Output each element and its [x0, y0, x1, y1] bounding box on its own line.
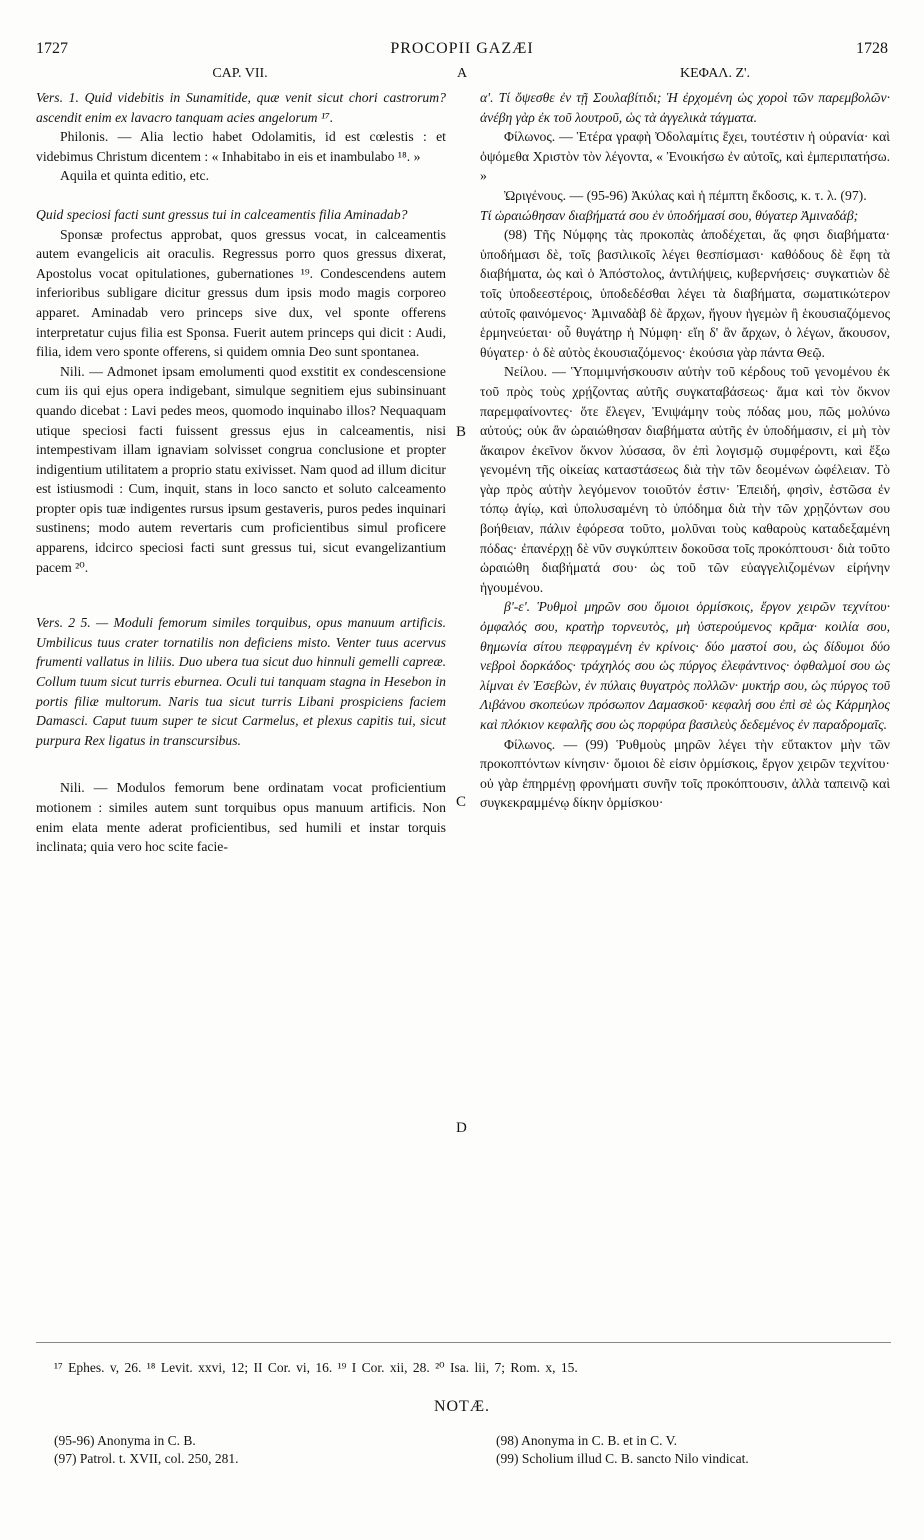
- page-number-left: 1727: [36, 40, 68, 57]
- philonos-greek: Φίλωνος. — Ἑτέρα γραφὴ Ὀδολαμίτις ἔχει, τουτέστιν ἡ οὐρανία· καὶ ὀψόμεθα Χριστὸν τὸν λέγοντα, « Ἐνοικήσω ἐν αὐτοῖς, καὶ ἐμπεριπατήσω. »: [480, 129, 890, 184]
- chapter-heading-greek: ΚΕΦΑΛ. Ζ'.: [679, 66, 751, 81]
- verse-2-5-latin: Vers. 2 5. — Moduli femorum similes torquibus, opus manuum artificis. Umbilicus tuus crater tornatilis non deficiens misto. Venter tuus acervus frumenti vallatus in liliis. Duo ubera tua sicut duo hinnuli gemelli capreæ. Collum tuum sicut turris eburnea. Oculi tui tanquam stagna in Hesebon in portis filiæ multorum. Naris tua sicut turris Libani prospiciens faciem Damasci. Caput tuum super te sicut Carmelus, et plexus capitis tui, sicut purpura Rex ligatus in transcursibus.: [36, 615, 446, 748]
- note-95-96: (95-96) Anonyma in C. B.: [54, 1433, 196, 1448]
- origenous-greek: Ὠριγένους. — (95-96) Ἀκύλας καὶ ἡ πέμπτη ἔκδοσις, κ. τ. λ. (97).: [504, 187, 867, 203]
- latin-column: [36, 88, 446, 857]
- nymphes-paragraph: (98) Τῆς Νύμφης τὰς προκοπὰς ἀποδέχεται, ἅς φησι διαβήματα· ὑποδήμασι δὲ, τοῖς βασιλικοῖς λέγει θεσπίσμασι· καθόδους δὲ ἔφη τὰ διαβήματα, ὡς καὶ ὁ Ἀπόστολος, ἀντιλήψεις, κυβερνήσεις· συγκατιὼν δὲ τοῖς ὑποδεεστέροις, ὑποδεδέσθαι λέγει τὰ διαβήματα, σωματικώτερον αὐτοῖς φαινόμενος· Ἀμιναδὰβ δὲ ἄρχων, ἤγουν ἡγεμὼν ἢ ἑκουσιαζόμενος ἑρμηνεύεται· οὗ θυγάτηρ ἡ Νύμφη· εἴη δ' ἂν ἄρχων, ὁ λέγων, ἄκουσον, θύγατερ· ὁ δὲ αὐτὸς ἑκουσιαζόμενος· ἑκούσια γὰρ πάντα Θεῷ.: [480, 227, 890, 360]
- philonos-greek-2: Φίλωνος. — (99) Ῥυθμοὺς μηρῶν λέγει τὴν εὔτακτον μὴν τῶν προκοπτόντων κίνησιν· ὅμοιοι δὲ εἰσιν ὁρμίσκοις, ἔργον χειρῶν τεχνίτου· οὐ γὰρ ἐπηρμένῃ φρονήματι συνῆν τοῖς προκόπτουσιν, ἀλλὰ ταπεινῷ καὶ συγκεκραμμένῳ δίκην ὁρμίσκου·: [480, 736, 890, 811]
- notes-right: [496, 1432, 749, 1468]
- greek-column: [480, 88, 890, 813]
- scripture-references: ¹⁷ Ephes. v, 26. ¹⁸ Levit. xxvi, 12; II Cor. vi, 16. ¹⁹ I Cor. xii, 28. ²⁰ Isa. lii, 7; Rom. x, 15.: [54, 1360, 578, 1375]
- section-marker-a: A: [456, 66, 468, 81]
- sponsae-paragraph: Sponsæ profectus approbat, quos gressus vocat, in calceamentis autem evangelicis ait oraculis. Regressus porro quos gressus dixerat, Apostolus vocat opitulationes, gubernationes ¹⁹. Condescendens autem inferioribus subligare dicitur gressus dum ipsis modo magis corporeo apparet. Aminadab vero princeps sive dux, vel sponte offerens interpretatur cujus filia est Sponsa. Fuerit autem princeps qui dicit : Audi, filia, idem vero sponte offerens, si quidem omnia Deo sunt spontanea.: [36, 226, 446, 360]
- verse-1-greek: α'. Τί ὄψεσθε ἐν τῇ Σουλαβίτιδι; Ἡ ἐρχομένη ὡς χοροὶ τῶν παρεμβολῶν· ἀνέβη γὰρ ἐκ τοῦ λουτροῦ, ὡς τὰ ἀγγελικὰ τάγματα.: [480, 90, 890, 125]
- note-97: (97) Patrol. t. XVII, col. 250, 281.: [54, 1451, 239, 1466]
- notes-left: [54, 1432, 238, 1468]
- section-marker-c: C: [456, 794, 467, 810]
- nili-latin-1: Nili. — Admonet ipsam emolumenti quod exstitit ex condescensione cum iis qui ejus opera indigebant, simulque segnitiem ejus subinsinuant quando dicebat : Lavi pedes meos, quomodo inquinabo illos? Nequaquam utique speciosi facti fuissent gressus ejus in calceamentis, nisi intempestivam illam ignaviam solvisset congrua conclusione et propter indigentium utilitatem a proprio statu exivisset. Nam quod ad illum dicitur est istiusmodi : Cum, inquit, stans in loco sancto et soluto calceamento propter opis tuæ indigentes rursus ipsum gestaveris, puros pedes inquinari sustinens; modo autem revertaris cum proficientibus simul proficere apparens, idcirco speciosi facti sunt gressus tui, sicut evangelizantium pacem ²⁰.: [36, 363, 446, 575]
- running-title: PROCOPII GAZÆI: [390, 40, 534, 57]
- footnote-divider: [36, 1342, 891, 1343]
- note-98: (98) Anonyma in C. B. et in C. V.: [496, 1433, 678, 1448]
- aquila-latin: Aquila et quinta editio, etc.: [60, 168, 209, 184]
- page-number-right: 1728: [856, 40, 888, 57]
- note-99: (99) Scholium illud C. B. sancto Nilo vindicat.: [496, 1451, 749, 1466]
- section-marker-d: D: [456, 1120, 467, 1136]
- neilou-greek: Νείλου. — Ὑπομιμνήσκουσιν αὐτὴν τοῦ κέρδους τοῦ γενομένου ἐκ τοῦ πρὸς τοὺς χρῄζοντας αὐτῆς συγκαταβάσεως· ἅμα καὶ τὸν ὄκνον παρεμφαίνοντες· ὅτε ἔλεγεν, Ἐνιψάμην τοὺς πόδας μου, πῶς μολύνω αὐτούς; οὐκ ἂν ὡραιώθησαν διαβήματα αὐτῆς ἐν ὑποδήμασιν, εἰ μὴ τὸν ἄκαιρον ἐκεῖνον ὄκνον λύσασα, ὃν ἐπὶ λογισμῷ συμφέροντι, καὶ ἔξω γενομένη τῆς οἰκείας καταστάσεως διὰ τὴν τῶν δεομένων ὠφέλειαν. Τὸ γὰρ πρὸς αὐτὴν λεγόμενον τοιοῦτόν ἐστιν· Ἐπειδή, φησὶν, ἑστῶσα ἐν τόπῳ ἁγίῳ, καὶ ὑπολυσαμένη τὸ ὑπόδημα διὰ τὴν τῶν χρῃζόντων σου βοήθειαν, πάλιν ἐφόρεσα τοῦτο, μολῦναι τοὺς καθαροὺς καταδεξαμένη πόδας· ἐπανέρχῃ δὲ νῦν συγκύπτειν δοκοῦσα τοῖς προκόπτουσι· διὰ τοῦτο ὡραιώθη διαβήματά σου· ὡς τοῦ τῶν εὐαγγελιζομένων εἰρήνην ἡγουμένου.: [480, 364, 890, 595]
- verse-diabemata-greek: Τί ὡραιώθησαν διαβήματά σου ἐν ὑποδήμασί σου, θύγατερ Ἀμιναδάβ;: [480, 207, 859, 223]
- verse-1-latin: Vers. 1. Quid videbitis in Sunamitide, quæ venit sicut chori castrorum? ascendit enim ex lavacro tanquam acies angelorum ¹⁷.: [36, 90, 446, 125]
- verse-2-5-greek: β'-ε'. Ῥυθμοὶ μηρῶν σου ὅμοιοι ὁρμίσκοις, ἔργον χειρῶν τεχνίτου· ὀμφαλός σου, κρατὴρ τορνευτὸς, μὴ ὑστερούμενος κρᾶμα· κοιλία σου, θημωνία σίτου πεφραγμένη ἐν κρίνοις· δύο μαστοί σου, ὡς δίδυμοι δύο νεβροὶ δορκάδος· τράχηλός σου ὡς πύργος ἐλεφάντινος· ὀφθαλμοί σου ὡς λίμναι ἐν Ἐσεβὼν, ἐν πύλαις θυγατρὸς πολλῶν· μυκτήρ σου, ὡς πύργος τοῦ Λιβάνου σκοπεύων πρόσωπον Δαμασκοῦ· κεφαλή σου ἐπὶ σὲ ὡς Κάρμηλος καὶ πλόκιον κεφαλῆς σου ὡς πορφύρα βασιλεὺς δεδεμένος ἐν παραδρομαῖς.: [480, 599, 890, 732]
- chapter-heading-latin: CAP. VII.: [212, 66, 268, 81]
- chapter-line: [0, 66, 924, 88]
- notae-heading: NOTÆ.: [433, 1398, 491, 1415]
- nili-latin-2: Nili. — Modulos femorum bene ordinatam vocat proficientium motionem : similes autem sunt torquibus opus manuum artificis. Non enim elata mente aderat proficientibus, sed humili et instar torquis inclinata; quia vero hoc scite facie-: [36, 780, 446, 855]
- verse-gressus-latin: Quid speciosi facti sunt gressus tui in calceamentis filia Aminadab?: [36, 206, 408, 222]
- section-marker-b: B: [456, 424, 467, 440]
- running-header: [0, 40, 924, 66]
- philonis-latin: Philonis. — Alia lectio habet Odolamitis, id est cœlestis : et videbimus Christum dicentem : « Inhabitabo in eis et inambulabo ¹⁸. »: [36, 129, 446, 164]
